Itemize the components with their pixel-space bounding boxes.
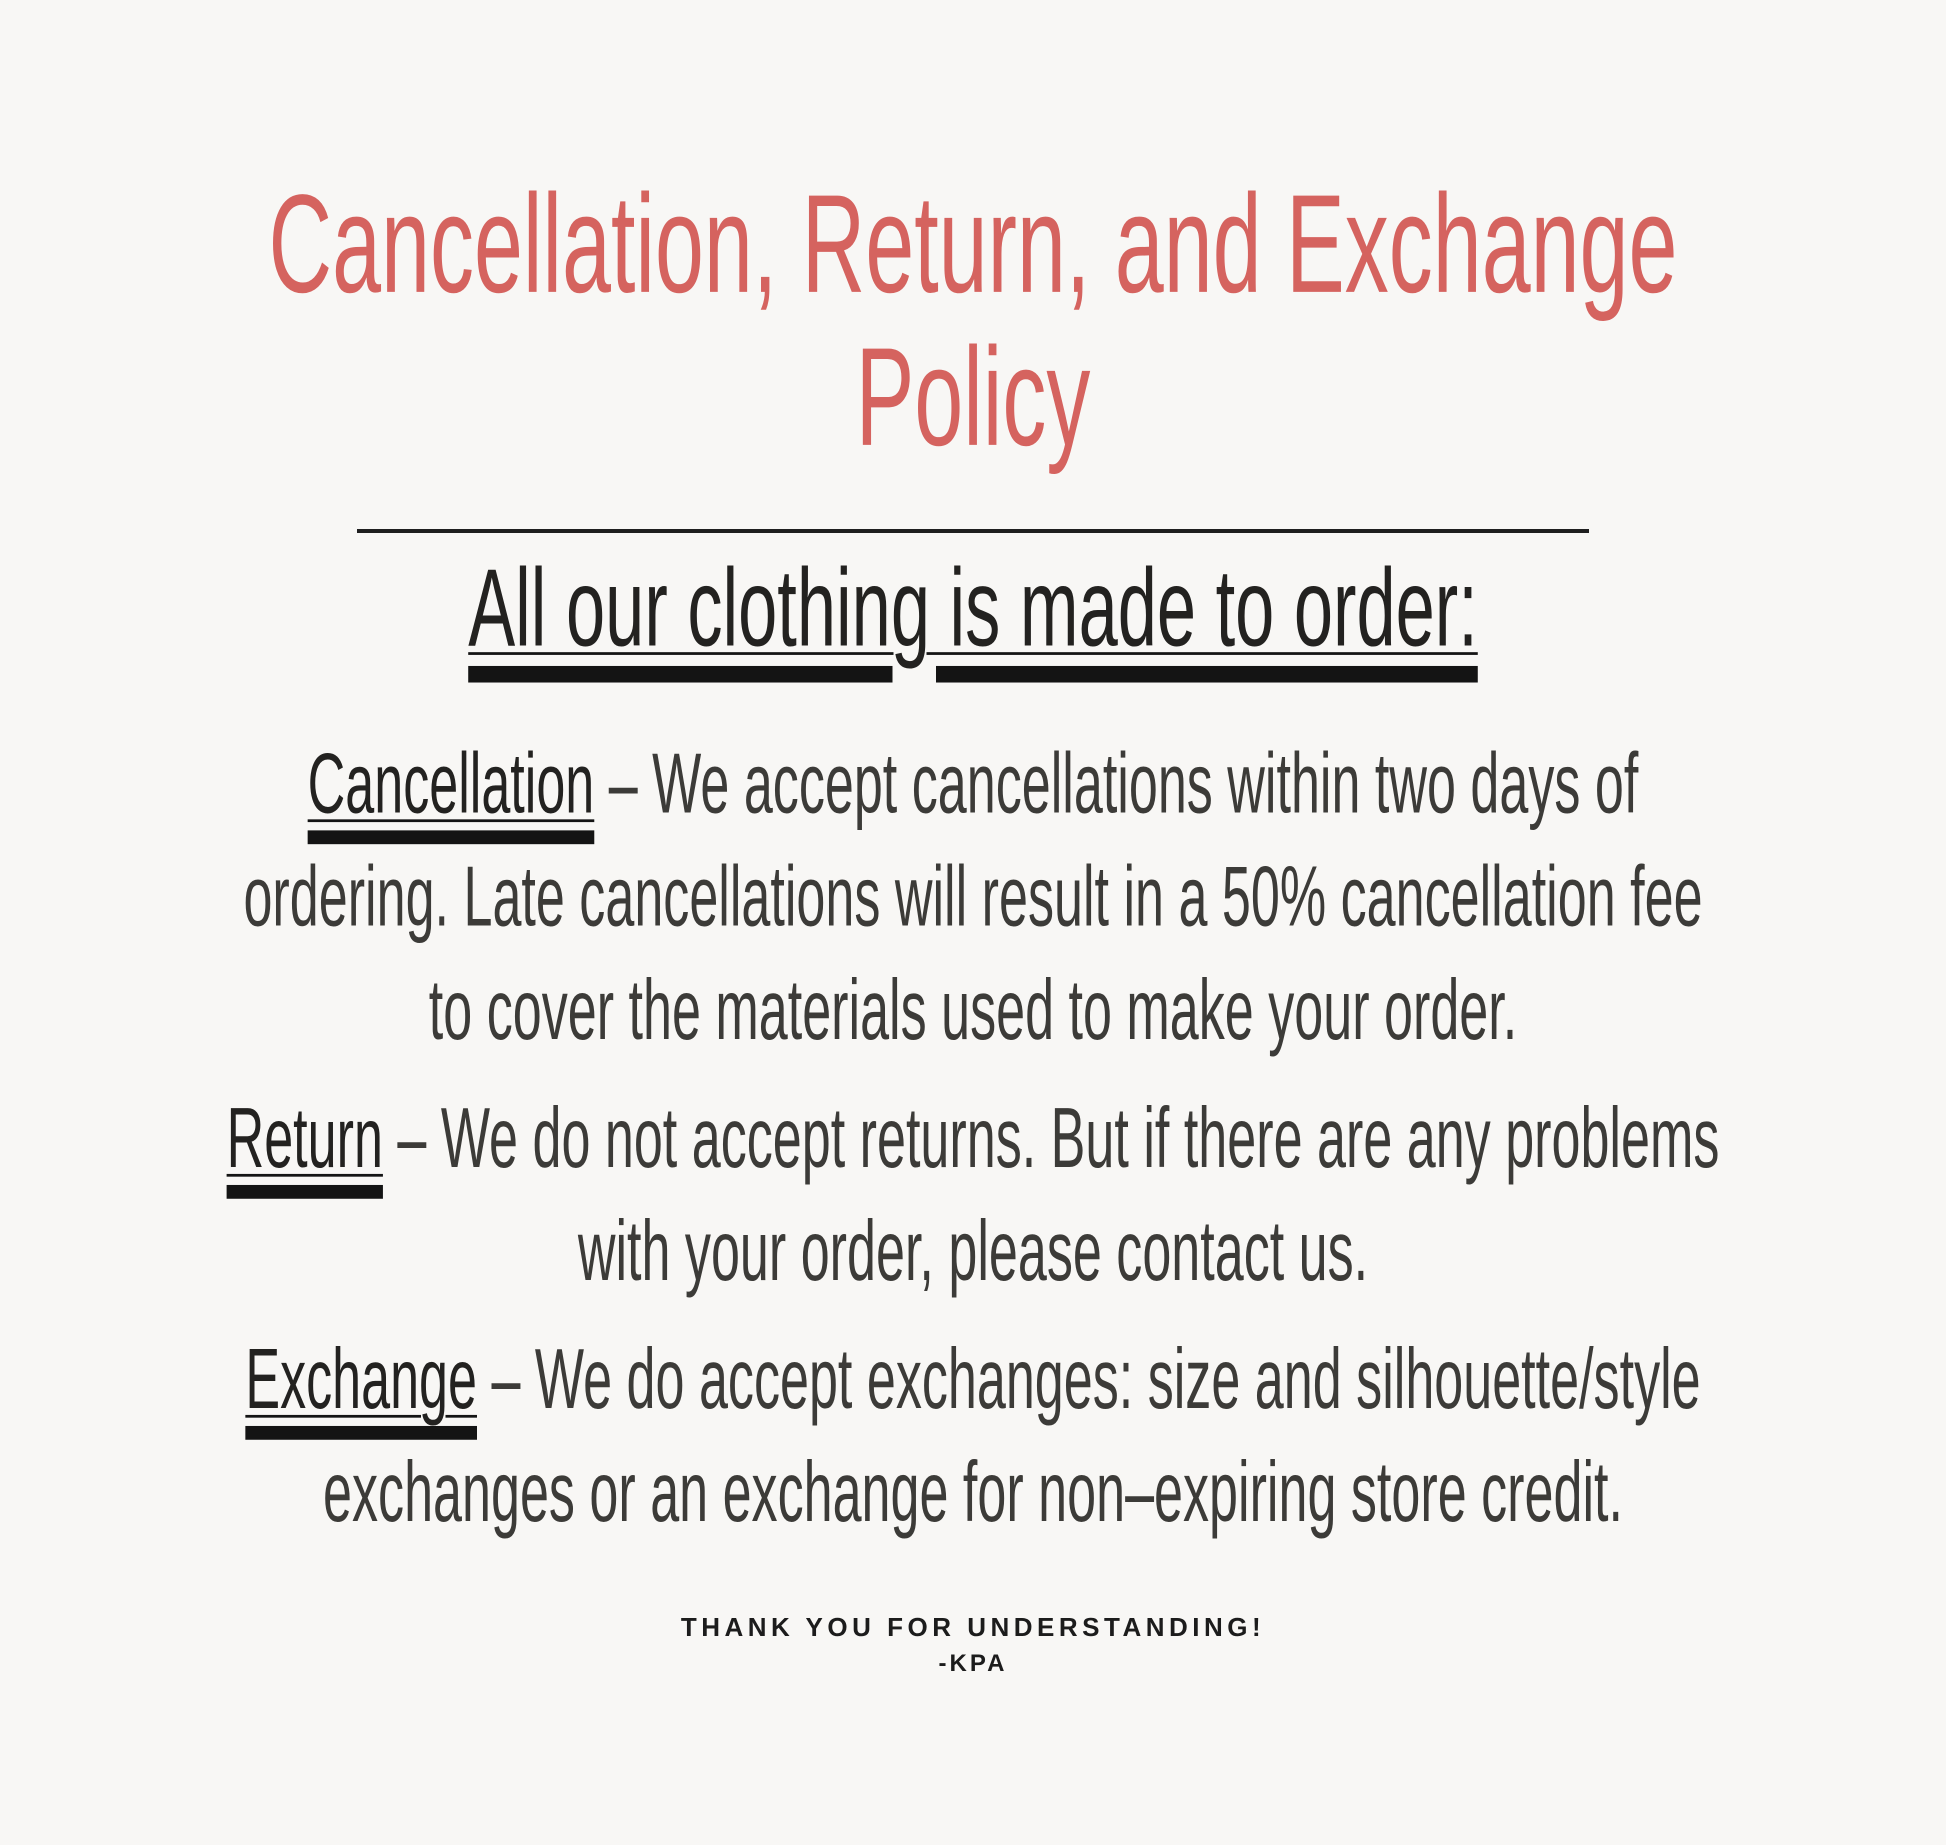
policy-paragraph-exchange	[156, 1324, 1791, 1550]
paragraph-line	[156, 1324, 1791, 1437]
policy-term-return: Return	[226, 1091, 383, 1187]
footer-thank-you: THANK YOU FOR UNDERSTANDING!	[680, 1612, 1266, 1642]
page-title-line-2: Policy	[855, 318, 1091, 476]
policy-term-exchange: Exchange	[245, 1332, 477, 1428]
paragraph-text: – We do not accept returns. But if there are any problems	[382, 1091, 1720, 1187]
paragraph-line: with your order, please contact us.	[577, 1204, 1369, 1300]
paragraph-line	[156, 728, 1791, 841]
paragraph-text: – We accept cancellations within two days of	[594, 736, 1639, 832]
policy-paragraph-return	[156, 1083, 1791, 1309]
paragraph-line: to cover the materials used to make your order.	[428, 962, 1518, 1059]
paragraph-line: ordering. Late cancellations will result in a 50% cancellation fee	[243, 849, 1703, 945]
paragraph-line: exchanges or an exchange for non–expiring store credit.	[323, 1445, 1623, 1541]
policy-term-cancellation: Cancellation	[307, 736, 595, 832]
title-divider-rule	[357, 529, 1589, 533]
page-title-line-1: Cancellation, Return, and Exchange	[268, 165, 1678, 323]
subheading-underline: All our clothing is made to order:	[468, 545, 1478, 669]
paragraph-text: – We do accept exchanges: size and silhouette/style	[476, 1332, 1701, 1428]
footer-signature: -KPA	[938, 1650, 1008, 1677]
policy-paragraph-cancellation	[156, 728, 1791, 1067]
subheading	[117, 545, 1829, 672]
paragraph-line	[156, 1083, 1791, 1196]
